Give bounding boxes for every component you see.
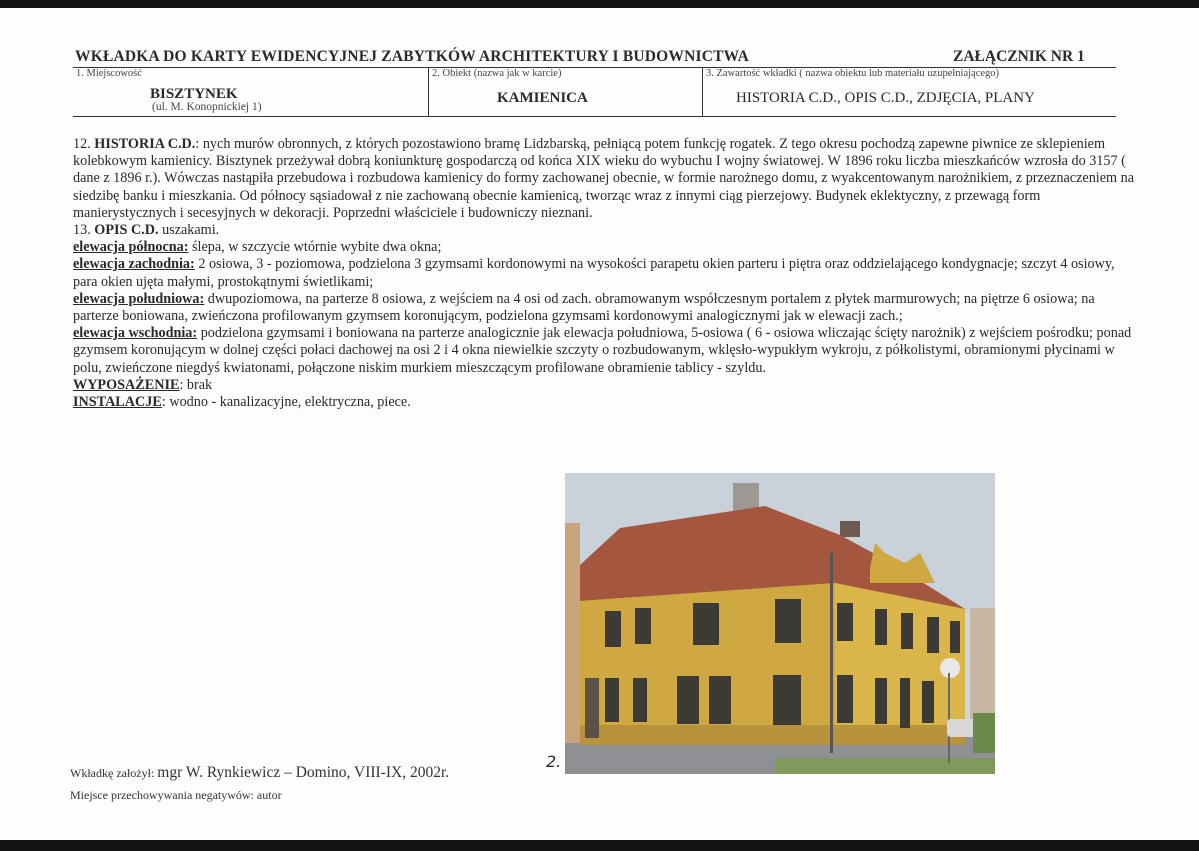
document-body (73, 136, 1141, 411)
east-elevation: elewacja wschodnia: podzielona gzymsami i boniowana na parterze analogicznie jak elewacja południowa, 5-osiowa ( 6 - osiowa wliczając ścięty narożnik) z wejściem pośrodku; ponad gzymsem koronującym w dolnej części połaci dachowej na osi 2 i 4 okna niewielkie szczyty o rozbudowanym, wklęsło-wypukłym wykroju, z półkolistymi, obramionymi płycinami w polu, zwieńczone niegdyś kwiatonami, połączone niskim murkiem mieszczącym profilowane obramienie tablicy - szyldu. (73, 325, 1132, 376)
description-heading-line: 13. OPIS C.D. uszakami. (73, 222, 220, 239)
annex-number: ZAŁĄCZNIK NR 1 (953, 48, 1085, 65)
locality-label: 1. Miejscowość (76, 68, 142, 79)
history-text: : nych murów obronnych, z których pozostawiono bramę Lidzbarską, pełniącą potem funkcję rogatek. Z tego okresu pochodzą zapewne piwnice ze sklepieniem kolebkowym kamienicy. Bisztynek przeżywał dobrą koniunkturę gospodarczą od końca XIX wieku do wybuchu I wojny światowej. W 1896 roku liczba mieszkańców wzrosła do 3157 ( dane z 1896 r.). Wówczas nastąpiła przebudowa i rozbudowa kamienicy do formy zachowanej obecnie, w formie narożnego domu, z wyakcentowanym narożnikiem, z przeznaczeniem na siedzibę banku i mieszkania. Od północy sąsiadował z nie zachowaną obecnie kamienicą, tworząc wraz z innymi ciąg pierzejowy. Budynek eklektyczny, z przewagą form manierystycznych i secesyjnych w dekoracji. Poprzedni właściciele i budowniczy nieznani. (73, 136, 1135, 221)
west-elevation: elewacja zachodnia: 2 osiowa, 3 - poziomowa, podzielona 3 gzymsami kordonowymi na wysokości parapetu okien parteru i piętra oraz oddzielającego kondygnacje; szczyt 4 osiowy, para okien ujęta małymi, prostokątnymi świetlikami; (73, 256, 1115, 290)
photo-number: 2. (546, 752, 562, 771)
negatives-storage: Miejsce przechowywania negatywów: autor (70, 788, 282, 802)
header-divider (702, 67, 703, 116)
object-label: 2. Obiekt (nazwa jak w karcie) (432, 68, 562, 79)
north-elevation: elewacja północna: ślepa, w szczycie wtórnie wybite dwa okna; (73, 239, 442, 256)
locality-address: (ul. M. Konopnickiej 1) (152, 101, 262, 113)
history-heading: HISTORIA C.D. (94, 136, 196, 152)
header-divider (428, 67, 429, 116)
history-paragraph: 12. HISTORIA C.D.: nych murów obronnych, z których pozostawiono bramę Lidzbarską, pełniącą potem funkcję rogatek. Z tego okresu pochodzą zapewne piwnice ze sklepieniem kolebkowym kamienicy. Bisztynek przeżywał dobrą koniunkturę gospodarczą od końca XIX wieku do wybuchu I wojny światowej. W 1896 roku liczba mieszkańców wzrosła do 3157 ( dane z 1896 r.). Wówczas nastąpiła przebudowa i rozbudowa kamienicy do formy zachowanej obecnie, w formie narożnego domu, z wyakcentowanym narożnikiem, z przeznaczeniem na siedzibę banku i mieszkania. Od północy sąsiadował z nie zachowaną obecnie kamienicą, tworząc wraz z innymi ciąg pierzejowy. Budynek eklektyczny, z przewagą form manierystycznych i secesyjnych w dekoracji. Poprzedni właściciele i budowniczy nieznani. (73, 136, 1135, 221)
header-rule-bottom (73, 116, 1116, 117)
south-elevation: elewacja południowa: dwupoziomowa, na parterze 8 osiowa, z wejściem na 4 osi od zach. obramowanym współczesnym portalem z płytek marmurowych; na piętrze 6 osiowa; na parterze boniowana, zwieńczona profilowanym gzymsem koronującym, podzielona gzymsami kordonowymi analogicznymi jak w elewacji zach.; (73, 290, 1095, 325)
description-heading: OPIS C.D. (94, 222, 159, 239)
installations-line: INSTALACJE: wodno - kanalizacyjne, elektryczna, piece. (73, 394, 411, 411)
author-line: Wkładkę założył: mgr W. Rynkiewicz – Domino, VIII-IX, 2002r. (70, 764, 450, 781)
author-value: mgr W. Rynkiewicz – Domino, VIII-IX, 2002r. (157, 764, 450, 781)
contents-label: 3. Zawartość wkładki ( nazwa obiektu lub materiału uzupełniającego) (706, 68, 1000, 79)
equipment-line: WYPOSAŻENIE: brak (73, 376, 213, 393)
document-page (0, 8, 1199, 840)
locality-value: BISZTYNEK (150, 86, 238, 102)
contents-value: HISTORIA C.D., OPIS C.D., ZDJĘCIA, PLANY (736, 90, 1035, 106)
building-photo (565, 473, 995, 774)
document-title: WKŁADKA DO KARTY EWIDENCYJNEJ ZABYTKÓW ARCHITEKTURY I BUDOWNICTWA (75, 48, 750, 65)
object-value: KAMIENICA (497, 90, 588, 106)
